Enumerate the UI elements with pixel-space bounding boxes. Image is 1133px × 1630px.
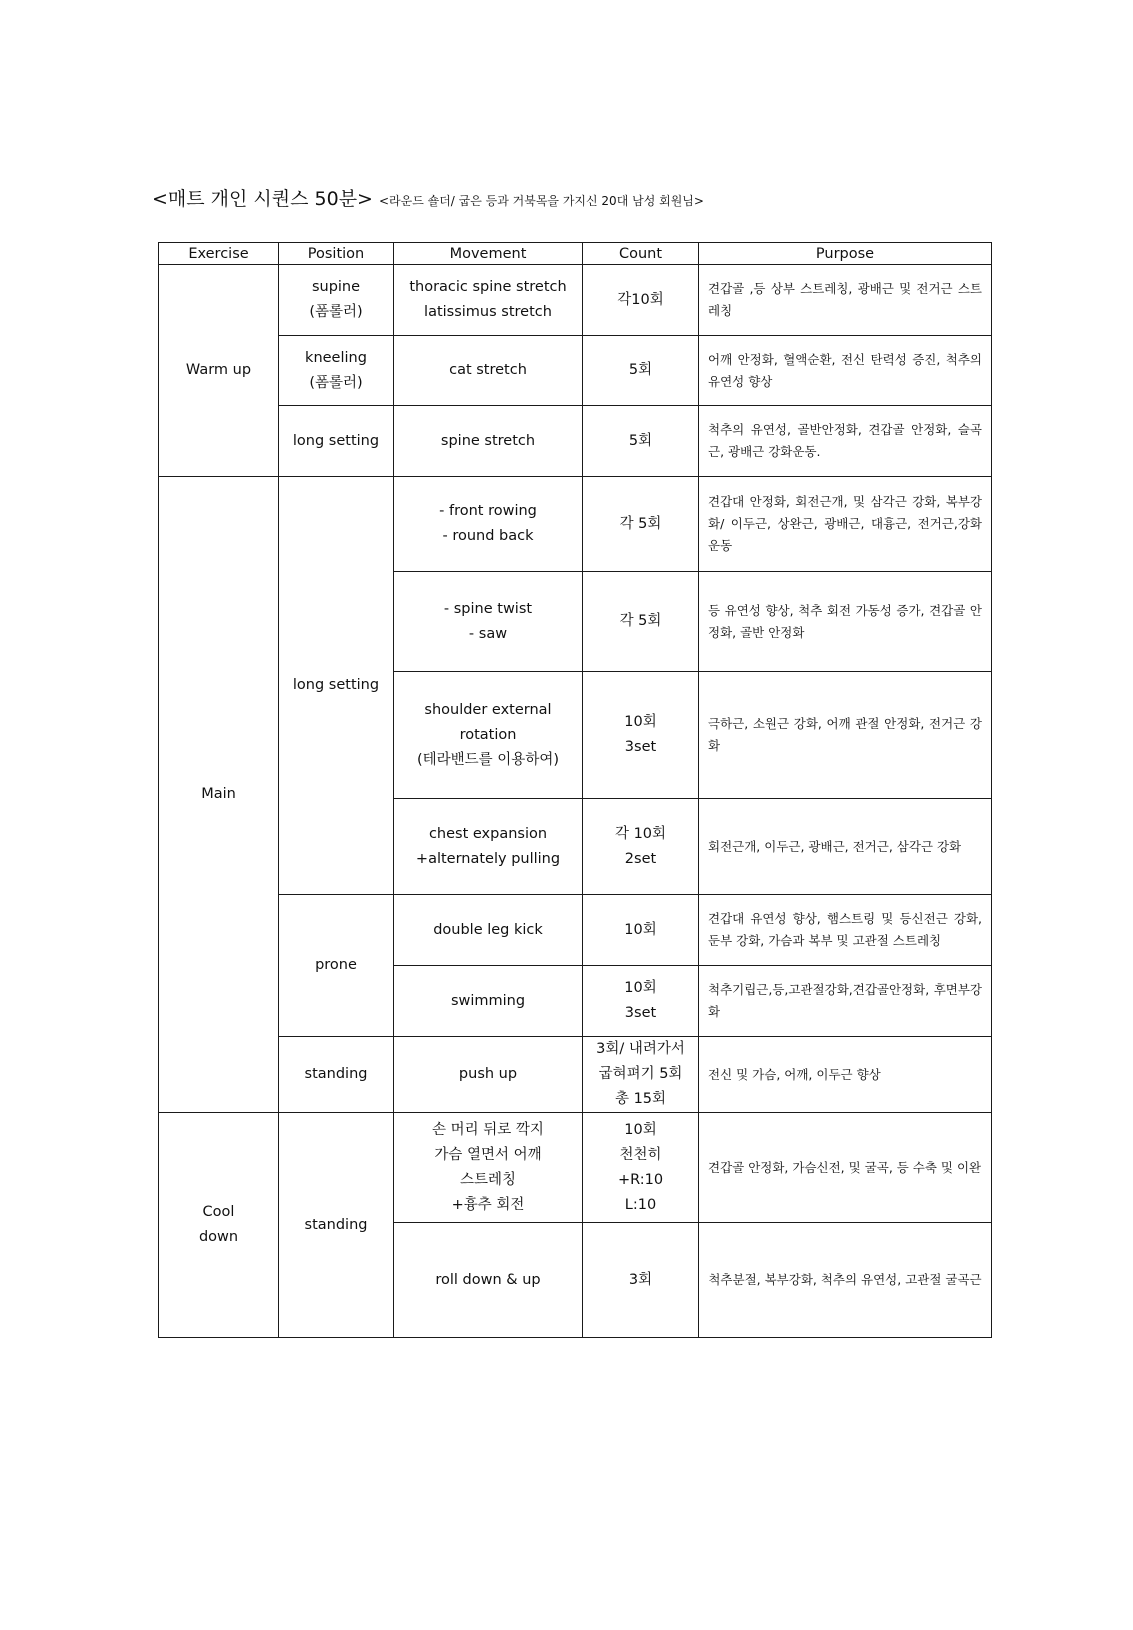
purpose-cell: 척추분절, 복부강화, 척추의 유연성, 고관절 굴곡근 xyxy=(699,1223,992,1338)
position-cell: prone xyxy=(279,895,394,1037)
header-row xyxy=(159,243,992,265)
purpose-cell: 등 유연성 향상, 척추 회전 가동성 증가, 견갑골 안정화, 골반 안정화 xyxy=(699,572,992,672)
count-cell: 각10회 xyxy=(583,265,699,336)
table-row xyxy=(159,406,992,477)
count-cell: 3회/ 내려가서 굽혀펴기 5회 총 15회 xyxy=(583,1037,699,1113)
table-row xyxy=(159,895,992,966)
sequence-table xyxy=(158,242,992,1338)
purpose-cell: 견갑대 유연성 향상, 햄스트링 및 등신전근 강화, 둔부 강화, 가슴과 복부 및 고관절 스트레칭 xyxy=(699,895,992,966)
header-position: Position xyxy=(279,243,394,265)
position-cell: supine (폼롤러) xyxy=(279,265,394,336)
count-cell: 10회 xyxy=(583,895,699,966)
position-cell: long setting xyxy=(279,406,394,477)
header-count: Count xyxy=(583,243,699,265)
title-main: <매트 개인 시퀀스 50분> xyxy=(152,188,373,210)
position-cell: kneeling (폼롤러) xyxy=(279,336,394,406)
count-cell: 10회 3set xyxy=(583,672,699,799)
movement-cell: - front rowing - round back xyxy=(394,477,583,572)
movement-cell: 손 머리 뒤로 깍지 가슴 열면서 어깨 스트레칭 +흉추 회전 xyxy=(394,1113,583,1223)
purpose-cell: 견갑대 안정화, 회전근개, 및 삼각근 강화, 복부강화/ 이두근, 상완근, 광배근, 대흉근, 전거근,강화 운동 xyxy=(699,477,992,572)
count-cell: 3회 xyxy=(583,1223,699,1338)
count-cell: 각 5회 xyxy=(583,477,699,572)
table-row xyxy=(159,265,992,336)
purpose-cell: 견갑골 안정화, 가슴신전, 및 굴곡, 등 수축 및 이완 xyxy=(699,1113,992,1223)
exercise-cell-main: Main xyxy=(159,477,279,1113)
purpose-cell: 전신 및 가슴, 어깨, 이두근 향상 xyxy=(699,1037,992,1113)
header-purpose: Purpose xyxy=(699,243,992,265)
table-row xyxy=(159,477,992,572)
count-cell: 각 5회 xyxy=(583,572,699,672)
header-movement: Movement xyxy=(394,243,583,265)
purpose-cell: 척추의 유연성, 골반안정화, 견갑골 안정화, 슬곡근, 광배근 강화운동. xyxy=(699,406,992,477)
table-row xyxy=(159,1113,992,1223)
header-exercise: Exercise xyxy=(159,243,279,265)
purpose-cell: 견갑골 ,등 상부 스트레칭, 광배근 및 전거근 스트레칭 xyxy=(699,265,992,336)
purpose-cell: 척추기립근,등,고관절강화,견갑골안정화, 후면부강화 xyxy=(699,966,992,1037)
count-cell: 10회 3set xyxy=(583,966,699,1037)
table-row xyxy=(159,336,992,406)
title-subtitle: <라운드 숄더/ 굽은 등과 거북목을 가지신 20대 남성 회원님> xyxy=(378,194,704,208)
position-cell: standing xyxy=(279,1113,394,1338)
table-row xyxy=(159,1037,992,1113)
exercise-cell-cool-down: Cool down xyxy=(159,1113,279,1338)
document-title xyxy=(152,184,704,211)
purpose-cell: 회전근개, 이두근, 광배근, 전거근, 삼각근 강화 xyxy=(699,799,992,895)
purpose-cell: 어깨 안정화, 혈액순환, 전신 탄력성 증진, 척추의 유연성 향상 xyxy=(699,336,992,406)
movement-cell: push up xyxy=(394,1037,583,1113)
movement-cell: - spine twist - saw xyxy=(394,572,583,672)
purpose-cell: 극하근, 소원근 강화, 어깨 관절 안정화, 전거근 강화 xyxy=(699,672,992,799)
position-cell: long setting xyxy=(279,477,394,895)
movement-cell: chest expansion +alternately pulling xyxy=(394,799,583,895)
exercise-cell-warm-up: Warm up xyxy=(159,265,279,477)
movement-cell: swimming xyxy=(394,966,583,1037)
movement-cell: spine stretch xyxy=(394,406,583,477)
count-cell: 각 10회 2set xyxy=(583,799,699,895)
count-cell: 10회 천천히 +R:10 L:10 xyxy=(583,1113,699,1223)
position-cell: standing xyxy=(279,1037,394,1113)
movement-cell: roll down & up xyxy=(394,1223,583,1338)
movement-cell: cat stretch xyxy=(394,336,583,406)
count-cell: 5회 xyxy=(583,336,699,406)
movement-cell: thoracic spine stretch latissimus stretch xyxy=(394,265,583,336)
count-cell: 5회 xyxy=(583,406,699,477)
movement-cell: double leg kick xyxy=(394,895,583,966)
movement-cell: shoulder external rotation (테라밴드를 이용하여) xyxy=(394,672,583,799)
